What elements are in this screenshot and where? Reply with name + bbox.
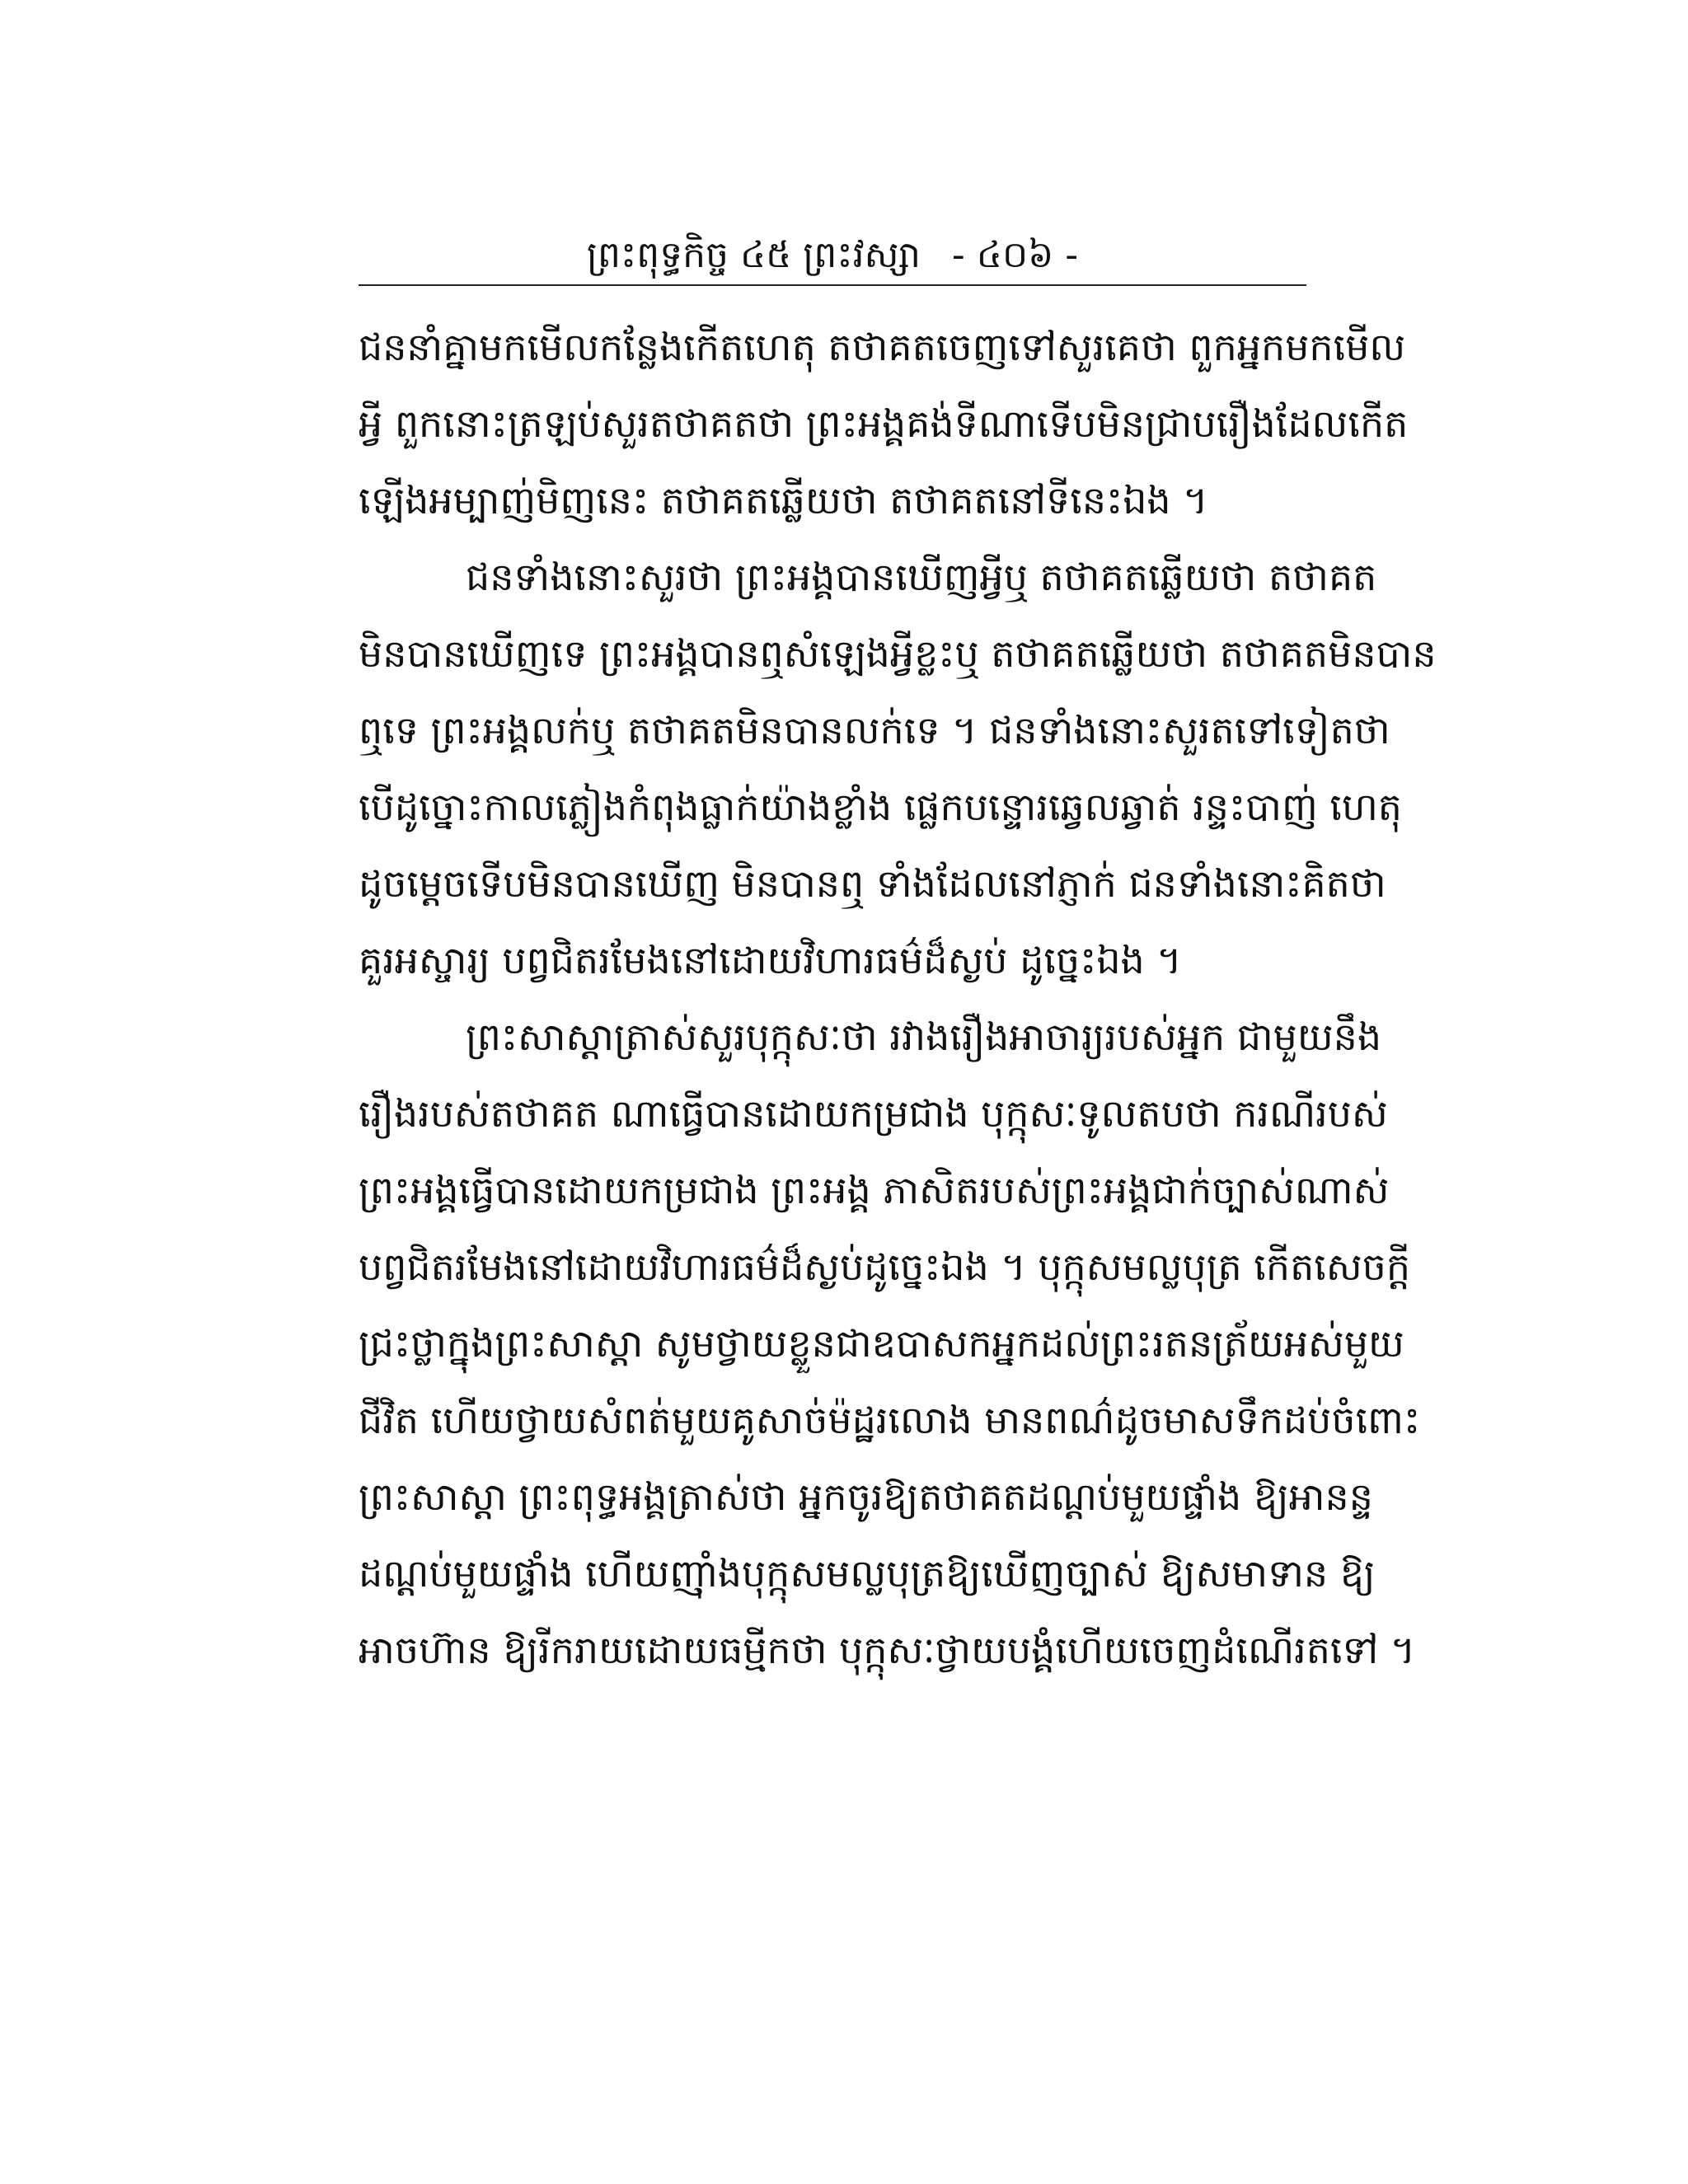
text-line: គួរអស្ចារ្យ បព្វជិតរមែងនៅដោយវិហារធម៌ដ៏ស្ងប់ ដូច្នេះឯង ។: [359, 938, 1182, 982]
text-line: ព្រះសាស្ដា ព្រះពុទ្ធអង្គត្រាស់ថា អ្នកចូរឱ្យតថាគតដណ្ដប់មួយផ្ទាំង ឱ្យអានន្ទ: [359, 1474, 1373, 1519]
text-line: អ្វី ពួកនោះត្រឡប់សួរតថាគតថា ព្រះអង្គគង់ទីណាទើបមិនជ្រាបរឿងដែលកើត: [359, 401, 1409, 446]
text-line: ព្រះសាស្ដាត្រាស់សួរបុក្កុសៈថា រវាងរឿងអាចារ្យរបស់អ្នក ជាមួយនឹង: [466, 1015, 1382, 1059]
text-line: ឮទេ ព្រះអង្គលក់ឬ តថាគតមិនបានលក់ទេ ។ ជនទាំងនោះសួរតទៅទៀតថា: [359, 708, 1390, 752]
header-rule: [359, 284, 1306, 286]
text-line: ជនទាំងនោះសួរថា ព្រះអង្គបានឃើញអ្វីឬ តថាគតឆ្លើយថា តថាគត: [466, 555, 1377, 599]
text-line: ដូចម្ដេចទើបមិនបានឃើញ មិនបានឮ ទាំងដែលនៅភ្ញាក់ ជនទាំងនោះគិតថា: [359, 861, 1386, 906]
running-header: [359, 227, 1306, 284]
text-line: ជ្រះថ្លាក្នុងព្រះសាស្ដា សូមថ្វាយខ្លួនជាឧបាសកអ្នកដល់ព្រះរតនត្រ័យអស់មួយ: [359, 1321, 1404, 1366]
body-text: [359, 309, 1437, 1689]
text-line: បើដូច្នោះកាលភ្លៀងកំពុងធ្លាក់យ៉ាងខ្លាំង ផ្លេកបន្ទោរឆ្វេលឆ្វាត់ រន្ទះបាញ់ ហេតុ: [359, 785, 1402, 829]
text-line: ដណ្ដប់មួយផ្ទាំង ហើយញ៉ាំងបុក្កុសមល្លបុត្រឱ្យឃើញច្បាស់ ឱ្យសមាទាន ឱ្យ: [359, 1551, 1376, 1596]
book-title: ព្រះពុទ្ធកិច្ច ៤៥ ព្រះវស្សា: [586, 234, 921, 276]
text-line: ជីវិត ហើយថ្វាយសំពត់មួយគូសាច់ម៉ដ្ឋរលោង មានពណ៌ដូចមាសទឹកដប់ចំពោះ: [359, 1398, 1421, 1442]
text-line: រឿងរបស់តថាគត ណាធ្វើបានដោយកម្រជាង បុក្កុសៈទូលតបថា ករណីរបស់: [359, 1091, 1388, 1136]
text-line: អាចហ៊ាន ឱ្យរីករាយដោយធម្មីកថា បុក្កុសៈថ្វាយបង្គំហើយចេញដំណើរតទៅ ។: [359, 1628, 1416, 1672]
text-line: ព្រះអង្គធ្វើបានដោយកម្រជាង ព្រះអង្គ ភាសិតរបស់ព្រះអង្គជាក់ច្បាស់ណាស់: [359, 1168, 1390, 1212]
text-line: ឡើងអម្បាញ់មិញនេះ តថាគតឆ្លើយថា តថាគតនៅទីនេះឯង ។: [359, 478, 1208, 523]
text-line: បព្វជិតរមែងនៅដោយវិហារធម៌ដ៏ស្ងប់ដូច្នេះឯង ។ បុក្កុសមល្លបុត្រ កើតសេចក្ដី: [359, 1244, 1411, 1289]
text-line: ជននាំគ្នាមកមើលកន្លែងកើតហេតុ តថាគតចេញទៅសួរគេថា ពួកអ្នកមកមើល: [359, 325, 1406, 369]
text-line: មិនបានឃើញទេ ព្រះអង្គបានឮសំឡេងអ្វីខ្លះឬ តថាគតឆ្លើយថា តថាគតមិនបាន: [359, 631, 1437, 676]
page-number: - ៤០៦ -: [951, 234, 1079, 276]
